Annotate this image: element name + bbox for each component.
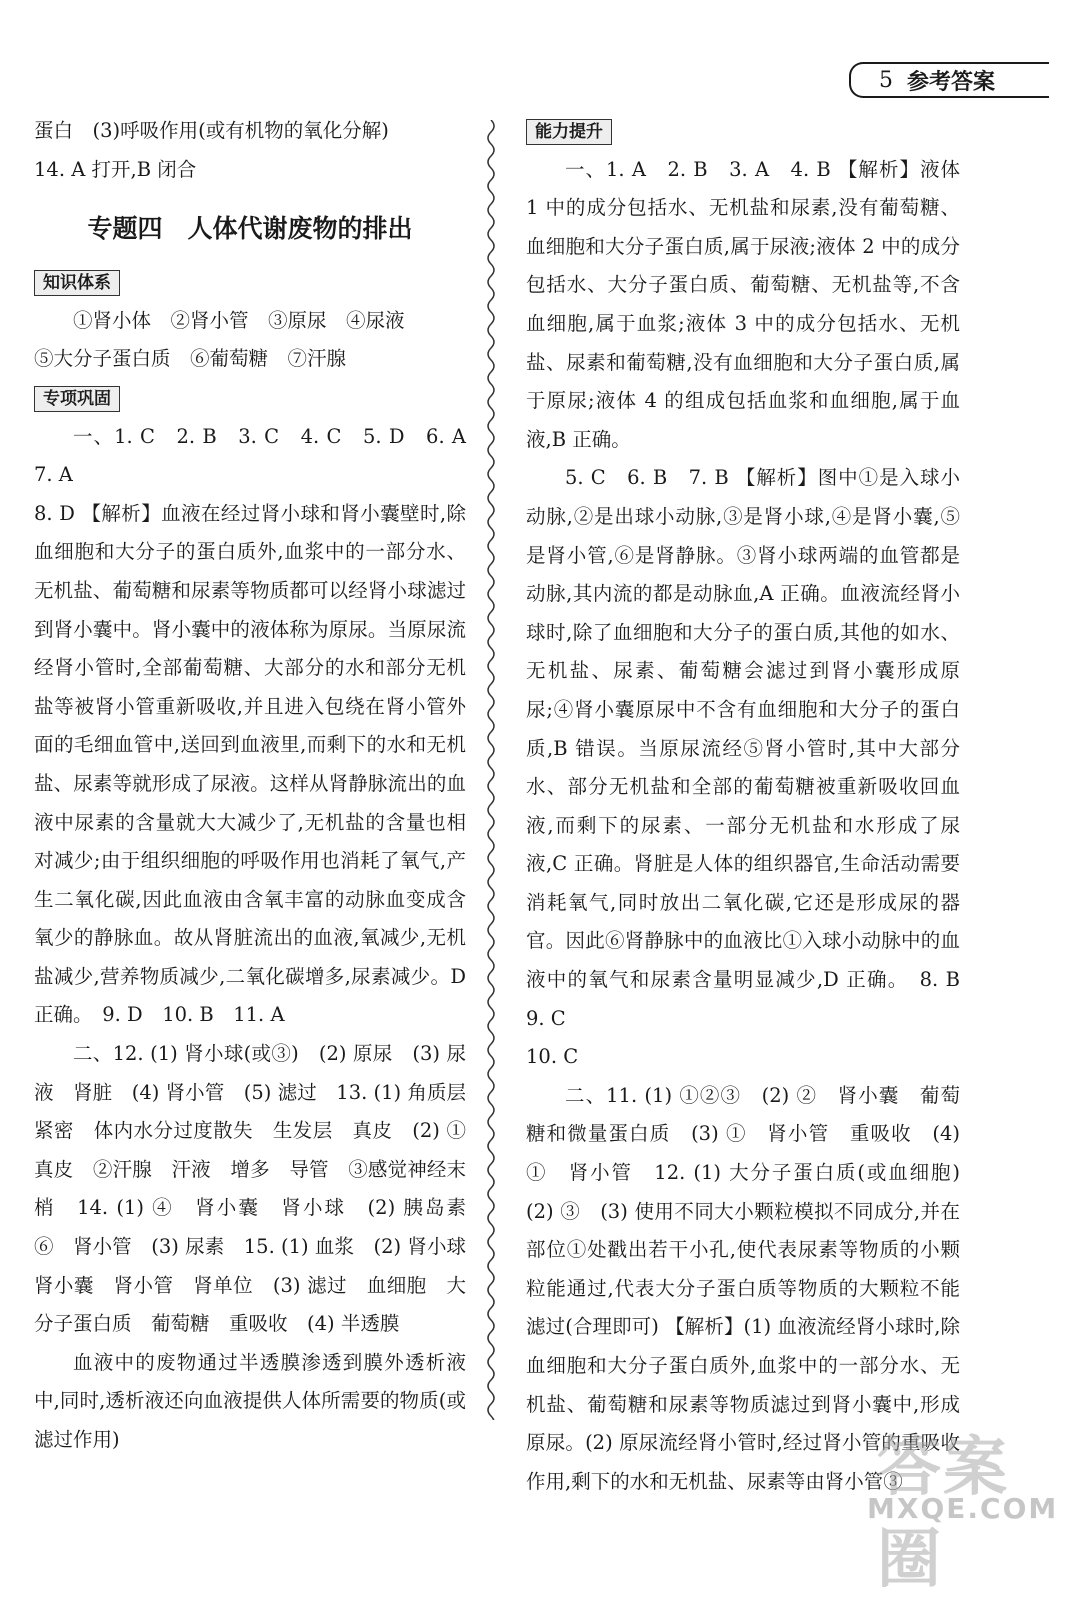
header-title: 参考答案: [907, 68, 996, 95]
answer-14: 14. A 打开,B 闭合: [34, 157, 197, 181]
section-label-ability: 能力提升: [526, 119, 612, 145]
left-column: [34, 112, 486, 1460]
page-number: 5: [879, 67, 893, 93]
wavy-column-divider: [483, 120, 499, 1420]
ability-answers-1-4: 一、1. A 2. B 3. A 4. B 【解析】液体 1 中的成分包括水、无机盐和尿素,没有葡萄糖、血细胞和大分子蛋白质,属于尿液;液体 2 中的成分包括水、大分子蛋白质、葡萄糖、无机盐等,不含血细胞,属于血浆;液体 3 中的成分包括水、无机盐、尿素和葡萄糖,没有血细胞和大分子蛋白质,属于原尿;液体 4 的组成包括血浆和血细胞,属于血液,B 正确。: [526, 157, 960, 451]
section-label-knowledge: 知识体系: [34, 270, 120, 296]
section-label-consolidation: 专项巩固: [34, 386, 120, 412]
knowledge-line-2: ⑤大分子蛋白质 ⑥葡萄糖 ⑦汗腺: [34, 347, 347, 371]
watermark-text: 答案圈: [877, 1431, 1009, 1597]
watermark-logo: [847, 1412, 1059, 1597]
answer-continuation: 蛋白 (3)呼吸作用(或有机物的氧化分解): [34, 119, 389, 142]
answers-part1: 一、1. C 2. B 3. C 4. C 5. D 6. A 7. A: [34, 424, 486, 487]
page-header-tab: [849, 62, 1049, 98]
knowledge-line-1: ①肾小体 ②肾小管 ③原尿 ④尿液: [73, 308, 405, 332]
ability-answer-10: 10. C: [526, 1045, 579, 1069]
answer-15-continuation: 血液中的废物通过半透膜渗透到膜外透析液中,同时,透析液还向血液提供人体所需要的物质(或滤过作用): [34, 1350, 466, 1451]
right-column: [526, 112, 980, 1501]
answers-part2: 二、12. (1) 肾小球(或③) (2) 原尿 (3) 尿液 肾脏 (4) 肾小管 (5) 滤过 13. (1) 角质层紧密 体内水分过度散失 生发层 真皮 (2) ①真皮 ②汗腺 汗液 增多 导管 ③感觉神经末梢 14. (1) ④ 肾小囊 肾小球 (2) 胰岛素 ⑥ 肾小管 (3) 尿素 15. (1) 血浆 (2) 肾小球 肾小囊 肾小管 肾单位 (3) 滤过 血细胞 大分子蛋白质 葡萄糖 重吸收 (4) 半透膜: [34, 1042, 486, 1336]
watermark-url: MXQE.COM: [867, 1492, 1059, 1525]
ability-answers-part2: 二、11. (1) ①②③ (2) ② 肾小囊 葡萄糖和微量蛋白质 (3) ① 肾小管 重吸收 (4) ① 肾小管 12. (1) 大分子蛋白质(或血细胞) (2) ③ (3) 使用不同大小颗粒模拟不同成分,并在部位①处戳出若干小孔,使代表尿素等物质的小颗粒能通过,代表大分子蛋白质等物质的大颗粒不能滤过(合理即可) 【解析】(1) 血液流经肾小球时,除血细胞和大分子蛋白质外,血浆中的一部分水、无机盐、葡萄糖和尿素等物质滤过到肾小囊中,形成原尿。(2) 原尿流经肾小管时,经过肾小管的重吸收作用,剩下的水和无机盐、尿素等由肾小管③: [526, 1083, 980, 1493]
topic-title: 专题四 人体代谢废物的排出: [87, 214, 413, 244]
answer-8-analysis: 8. D 【解析】血液在经过肾小球和肾小囊壁时,除血细胞和大分子的蛋白质外,血浆中的一部分水、无机盐、葡萄糖和尿素等物质都可以经肾小球滤过到肾小囊中。肾小囊中的液体称为原尿。当原尿流经肾小管时,全部葡萄糖、大部分的水和部分无机盐等被肾小管重新吸收,并且进入包绕在肾小管外面的毛细血管中,送回到血液里,而剩下的水和无机盐、尿素等就形成了尿液。这样从肾静脉流出的血液中尿素的含量就大大减少了,无机盐的含量也相对减少;由于组织细胞的呼吸作用也消耗了氧气,产生二氧化碳,因此血液由含氧丰富的动脉血变成含氧少的静脉血。故从肾脏流出的血液,氧减少,无机盐减少,营养物质减少,二氧化碳增多,尿素减少。D 正确。 9. D 10. B 11. A: [34, 501, 466, 1027]
ability-answers-5-9: 5. C 6. B 7. B 【解析】图中①是入球小动脉,②是出球小动脉,③是肾小球,④是肾小囊,⑤是肾小管,⑥是肾静脉。③肾小球两端的血管都是动脉,其内流的都是动脉血,A 正确。血液流经肾小球时,除了血细胞和大分子的蛋白质,其他的如水、无机盐、尿素、葡萄糖会滤过到肾小囊形成原尿;④肾小囊原尿中不含有血细胞和大分子的蛋白质,B 错误。当原尿流经⑤肾小管时,其中大部分水、部分无机盐和全部的葡萄糖被重新吸收回血液,而剩下的尿素、一部分无机盐和水形成了尿液,C 正确。肾脏是人体的组织器官,生命活动需要消耗氧气,同时放出二氧化碳,它还是形成尿的器官。因此⑥肾静脉中的血液比①入球小动脉中的血液中的氧气和尿素含量明显减少,D 正确。 8. B 9. C: [526, 466, 980, 1030]
